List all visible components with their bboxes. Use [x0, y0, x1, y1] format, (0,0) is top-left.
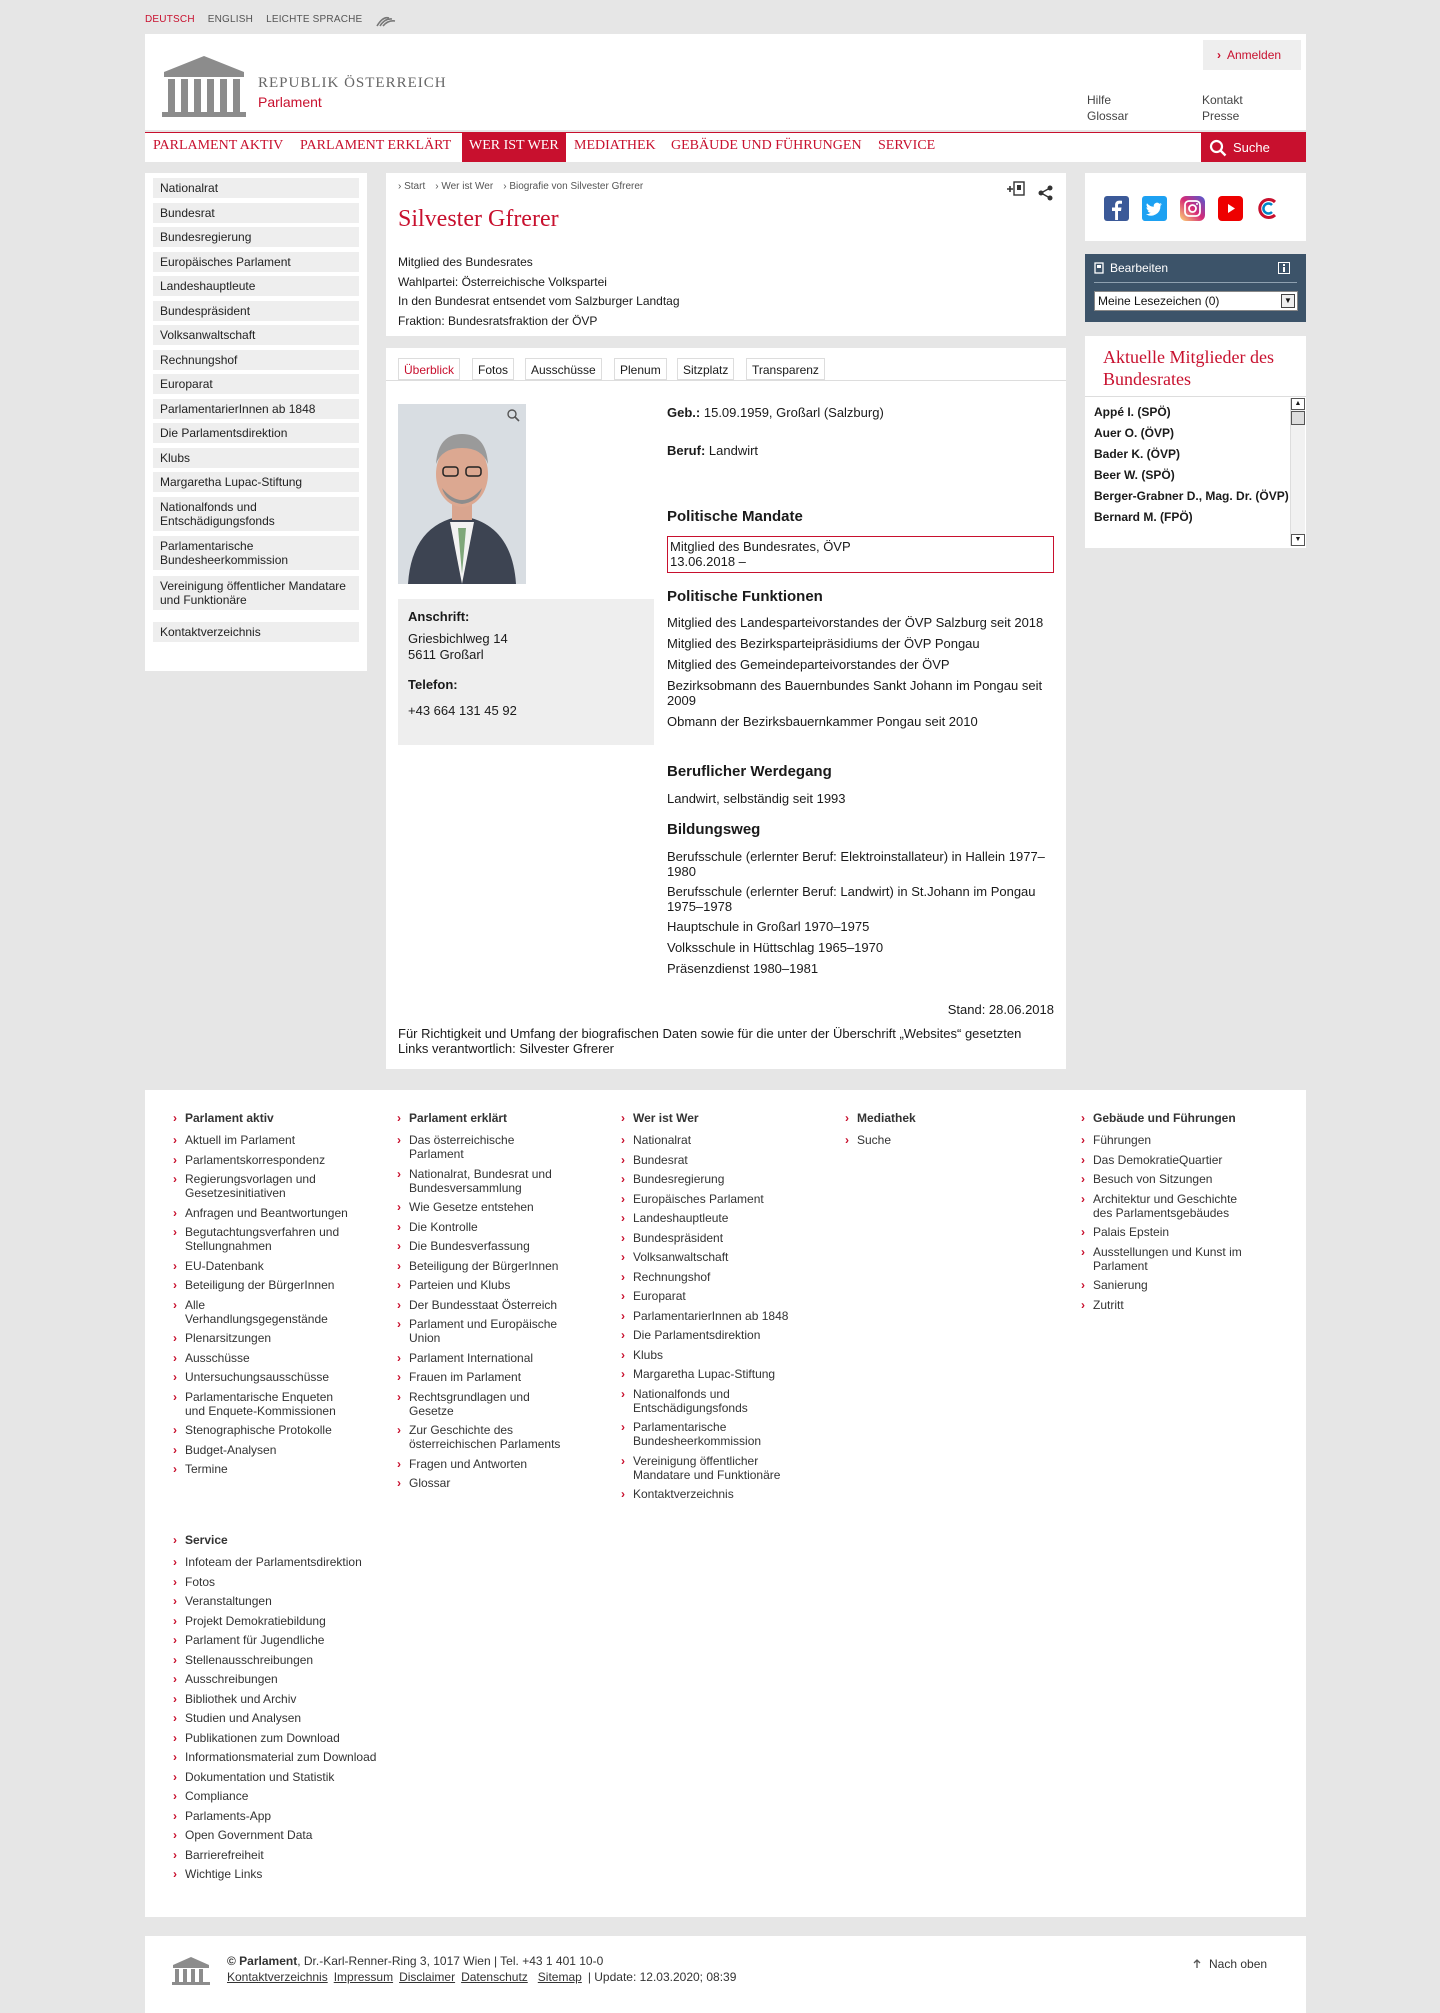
footer-link[interactable]: › Die Kontrolle — [397, 1220, 572, 1234]
member-link[interactable]: Auer O. (ÖVP) — [1094, 426, 1175, 440]
back-to-top[interactable] — [1193, 1957, 1267, 1971]
copyright-brand: © Parlament — [227, 1954, 298, 1968]
footer-link[interactable]: › Das österreichische Parlament — [397, 1133, 572, 1161]
lang-easy[interactable]: LEICHTE SPRACHE — [266, 14, 363, 25]
footer-link[interactable]: › Regierungsvorlagen und Gesetzesinitiativen — [173, 1172, 348, 1200]
footer-link[interactable]: › Der Bundesstaat Österreich — [397, 1298, 572, 1312]
footer-link[interactable]: › Open Government Data — [173, 1828, 423, 1842]
list-item: Mitglied des Landesparteivorstandes der ÖVP Salzburg seit 2018 — [667, 615, 1044, 630]
nav-wer-ist-wer[interactable]: WER IST WER — [462, 133, 566, 162]
copyright-address: , Dr.-Karl-Renner-Ring 3, 1017 Wien | Tel. +43 1 401 10-0 — [297, 1954, 604, 1968]
list-item: Bezirksobmann des Bauernbundes Sankt Johann im Pongau seit 2009 — [667, 678, 1043, 708]
list-item: Mitglied des Bezirksparteipräsidiums der ÖVP Pongau — [667, 636, 980, 651]
edit-header — [1094, 261, 1168, 275]
education-list — [667, 849, 1057, 976]
breadcrumb-wer-ist-wer[interactable]: › Wer ist Wer — [435, 181, 494, 192]
edit-divider — [1094, 282, 1297, 283]
lang-de[interactable]: DEUTSCH — [145, 14, 195, 25]
list-item: Volksschule in Hüttschlag 1965–1970 — [667, 940, 884, 955]
footer-link[interactable]: › Beteiligung der BürgerInnen — [397, 1259, 572, 1273]
social-media-box — [1085, 173, 1306, 241]
footer-col-parlament-aktiv — [173, 1111, 348, 1482]
page-title: Silvester Gfrerer — [398, 206, 559, 232]
sidebar-item-bundesheerkommission[interactable]: Parlamentarische Bundesheerkommission — [153, 536, 359, 570]
phone-number[interactable]: +43 664 131 45 92 — [408, 703, 517, 718]
members-scrollbar[interactable] — [1290, 398, 1305, 546]
sidebar-item-nationalfonds[interactable]: Nationalfonds und Entschädigungsfonds — [153, 497, 359, 531]
parliament-building-icon — [160, 54, 248, 118]
footer-link[interactable]: › Studien und Analysen — [173, 1711, 423, 1725]
sidebar-item-landeshauptleute[interactable]: Landeshauptleute — [153, 276, 359, 296]
bookmark-add-icon[interactable] — [1006, 181, 1026, 200]
footer-link[interactable]: › Bibliothek und Archiv — [173, 1692, 423, 1706]
info-icon[interactable] — [1278, 262, 1290, 277]
footer-link[interactable]: › Rechnungshof — [621, 1270, 796, 1284]
footer-link-disclaimer[interactable]: Disclaimer — [399, 1970, 456, 1984]
list-item: Obmann der Bezirksbauernkammer Pongau seit 2010 — [667, 714, 978, 729]
glossary-link[interactable]: Glossar — [1087, 109, 1129, 123]
mandate-line1: Mitglied des Bundesrates, ÖVP — [670, 539, 851, 554]
footer-link[interactable]: › Begutachtungsverfahren und Stellungnahmen — [173, 1225, 348, 1253]
footer-link[interactable]: › Führungen — [1081, 1133, 1256, 1147]
footer-link[interactable]: › Ausschreibungen — [173, 1672, 423, 1686]
member-link[interactable]: Appé I. (SPÖ) — [1094, 405, 1171, 419]
mandates-heading: Politische Mandate — [667, 508, 803, 525]
footer-link[interactable]: › Parteien und Klubs — [397, 1278, 572, 1292]
footer-link[interactable]: › Stellenausschreibungen — [173, 1653, 423, 1667]
footer-link-datenschutz[interactable]: Datenschutz — [461, 1970, 528, 1984]
sidebar — [145, 173, 367, 671]
lang-en[interactable]: ENGLISH — [207, 14, 254, 25]
footer-link[interactable]: › Die Bundesverfassung — [397, 1239, 572, 1253]
footer-link-sitemap[interactable]: Sitemap — [537, 1970, 582, 1984]
career-heading: Beruflicher Werdegang — [667, 763, 832, 780]
footer-link[interactable]: › Beteiligung der BürgerInnen — [173, 1278, 348, 1292]
sidebar-item-europarat[interactable]: Europarat — [153, 374, 359, 394]
footer-link[interactable]: › Ausschüsse — [173, 1351, 348, 1365]
search-icon — [1209, 139, 1227, 157]
footer-link[interactable]: › Die Parlamentsdirektion — [621, 1328, 796, 1342]
footer-link[interactable]: › Veranstaltungen — [173, 1594, 423, 1608]
education-heading: Bildungsweg — [667, 821, 761, 838]
toplinks-left — [1087, 92, 1128, 124]
footer-link[interactable]: › Barrierefreiheit — [173, 1848, 423, 1862]
press-link[interactable]: Presse — [1202, 109, 1240, 123]
footer-link[interactable]: › Alle Verhandlungsgegenstände — [173, 1298, 348, 1326]
nav-mediathek[interactable]: MEDIATHEK — [574, 138, 656, 153]
contact-link[interactable]: Kontakt — [1202, 93, 1243, 107]
footer-link[interactable]: › Margaretha Lupac-Stiftung — [621, 1367, 796, 1381]
footer-link[interactable]: › Anfragen und Beantwortungen — [173, 1206, 348, 1220]
footer-link[interactable]: › Aktuell im Parlament — [173, 1133, 348, 1147]
mandate-entry — [667, 536, 1054, 573]
footer-heading[interactable]: › Service — [173, 1533, 423, 1547]
person-header-card — [386, 173, 1066, 336]
footer-heading[interactable]: › Parlament aktiv — [173, 1111, 348, 1125]
footer-link[interactable]: › Fotos — [173, 1575, 423, 1589]
contact-box — [398, 599, 654, 745]
twitter-icon[interactable] — [1142, 196, 1167, 224]
member-link[interactable]: Bader K. (ÖVP) — [1094, 447, 1181, 461]
footer-link[interactable]: › Frauen im Parlament — [397, 1370, 572, 1384]
chevron-down-icon[interactable]: ▼ — [1281, 294, 1295, 308]
sidebar-item-vereinigung[interactable]: Vereinigung öffentlicher Mandatare und Funktionäre — [153, 576, 359, 610]
list-item: Mitglied des Gemeindeparteivorstandes der ÖVP — [667, 657, 950, 672]
footer-link[interactable]: › Bundesregierung — [621, 1172, 796, 1186]
nav-parlament-aktiv[interactable]: PARLAMENT AKTIV — [153, 138, 284, 153]
person-sent: In den Bundesrat entsendet vom Salzburger Landtag — [398, 294, 680, 308]
footer-link[interactable]: › Bundespräsident — [621, 1231, 796, 1245]
tab-plenum[interactable]: Plenum — [614, 358, 667, 380]
arrow-up-icon — [1193, 1959, 1201, 1969]
stand-date: Stand: 28.06.2018 — [947, 1002, 1054, 1017]
footer-link[interactable]: › Ausstellungen und Kunst im Parlament — [1081, 1245, 1256, 1273]
footer-heading[interactable]: › Gebäude und Führungen — [1081, 1111, 1256, 1125]
footer-col-wer-ist-wer — [621, 1111, 796, 1507]
footer-link[interactable]: › Budget-Analysen — [173, 1443, 348, 1457]
footer-link[interactable]: › Dokumentation und Statistik — [173, 1770, 423, 1784]
footer-link-impressum[interactable]: Impressum — [333, 1970, 394, 1984]
footer-link[interactable]: › EU-Datenbank — [173, 1259, 348, 1273]
breadcrumb-start[interactable]: › Start — [398, 181, 426, 192]
footer-link[interactable]: › Bundesrat — [621, 1153, 796, 1167]
address-city: 5611 Großarl — [408, 647, 484, 662]
sidebar-item-rechnungshof[interactable]: Rechnungshof — [153, 350, 359, 370]
address-label: Anschrift: — [408, 609, 470, 624]
job-value: Landwirt — [708, 443, 759, 458]
bookmarks-select[interactable] — [1094, 291, 1298, 311]
breadcrumb — [398, 181, 643, 192]
footer-link[interactable]: › Zutritt — [1081, 1298, 1256, 1312]
tab-divider — [386, 380, 1066, 381]
footer-link[interactable]: › Europarat — [621, 1289, 796, 1303]
member-link[interactable]: Berger-Grabner D., Mag. Dr. (ÖVP) — [1094, 489, 1289, 503]
tab-ausschuesse[interactable]: Ausschüsse — [525, 358, 602, 380]
footer-link[interactable]: › Parlamentarische Enqueten und Enquete-Kommissionen — [173, 1390, 348, 1418]
phone-label: Telefon: — [408, 677, 458, 692]
member-link[interactable]: Bernard M. (FPÖ) — [1094, 510, 1193, 524]
footer-heading[interactable]: › Parlament erklärt — [397, 1111, 572, 1125]
back-to-top-label: Nach oben — [1209, 1957, 1268, 1971]
edit-panel — [1085, 254, 1306, 322]
footer-link[interactable]: › Infoteam der Parlamentsdirektion — [173, 1555, 423, 1569]
footer-col-mediathek — [845, 1111, 1020, 1153]
toplinks-right — [1202, 92, 1243, 124]
sidebar-item-lupac[interactable]: Margaretha Lupac-Stiftung — [153, 472, 359, 492]
list-item: Präsenzdienst 1980–1981 — [667, 961, 819, 976]
sign-language-icon[interactable] — [375, 14, 397, 31]
footer-link[interactable]: › Parlament und Europäische Union — [397, 1317, 572, 1345]
update-info: | Update: 12.03.2020; 08:39 — [587, 1970, 737, 1984]
sidebar-item-nationalrat[interactable]: Nationalrat — [153, 178, 359, 198]
mandate-line2: 13.06.2018 – — [670, 554, 746, 569]
career-text: Landwirt, selbständig seit 1993 — [667, 791, 846, 806]
footer-link[interactable]: › ParlamentarierInnen ab 1848 — [621, 1309, 796, 1323]
sidebar-item-klubs[interactable]: Klubs — [153, 448, 359, 468]
member-link[interactable]: Beer W. (SPÖ) — [1094, 468, 1175, 482]
footer-col-gebaeude — [1081, 1111, 1256, 1317]
functions-heading: Politische Funktionen — [667, 588, 823, 605]
sidebar-item-kontaktverzeichnis[interactable]: Kontaktverzeichnis — [153, 622, 359, 642]
list-item: Hauptschule in Großarl 1970–1975 — [667, 919, 870, 934]
language-bar — [145, 14, 397, 31]
footer-link[interactable]: › Parlaments-App — [173, 1809, 423, 1823]
tab-ueberblick[interactable]: Überblick — [398, 358, 460, 380]
address-street: Griesbichlweg 14 — [408, 631, 508, 646]
sidebar-item-bundesregierung[interactable]: Bundesregierung — [153, 227, 359, 247]
footer-link[interactable]: › Parlamentarische Bundesheerkommission — [621, 1420, 796, 1448]
footer-link[interactable]: › Palais Epstein — [1081, 1225, 1256, 1239]
footer-link[interactable]: › Stenographische Protokolle — [173, 1423, 348, 1437]
footer-link[interactable]: › Untersuchungsausschüsse — [173, 1370, 348, 1384]
parliament-small-logo-icon — [171, 1956, 211, 1986]
login-button[interactable]: › Anmelden — [1203, 40, 1301, 70]
footer-link[interactable]: › Parlamentskorrespondenz — [173, 1153, 348, 1167]
nav-service[interactable]: SERVICE — [878, 138, 936, 153]
demokratiewebstatt-icon[interactable] — [1256, 196, 1281, 224]
footer-link[interactable]: › Parlament für Jugendliche — [173, 1633, 423, 1647]
footer-link[interactable]: › Termine — [173, 1462, 348, 1476]
members-list — [1094, 400, 1290, 545]
nav-gebaeude[interactable]: GEBÄUDE UND FÜHRUNGEN — [671, 138, 862, 153]
footer-link[interactable]: › Informationsmaterial zum Download — [173, 1750, 423, 1764]
tab-sitzplatz[interactable]: Sitzplatz — [677, 358, 734, 380]
footer-link[interactable]: › Glossar — [397, 1476, 572, 1490]
footer-link[interactable]: › Das DemokratieQuartier — [1081, 1153, 1256, 1167]
logo-subtitle: Parlament — [258, 93, 322, 110]
person-summary — [398, 253, 680, 331]
job-label: Beruf: — [667, 443, 706, 458]
footer-link[interactable]: › Nationalrat, Bundesrat und Bundesversammlung — [397, 1167, 572, 1195]
bottom-info — [227, 1953, 736, 1985]
instagram-icon[interactable] — [1180, 196, 1205, 224]
zoom-icon[interactable] — [506, 408, 520, 425]
scroll-up-icon[interactable]: ▲ — [1291, 398, 1305, 410]
birth-value: 15.09.1959, Großarl (Salzburg) — [703, 405, 884, 420]
footer-link[interactable]: › Suche — [845, 1133, 1020, 1147]
help-link[interactable]: Hilfe — [1087, 93, 1112, 107]
person-party: Wahlpartei: Österreichische Volkspartei — [398, 274, 607, 289]
person-role: Mitglied des Bundesrates — [398, 255, 533, 269]
youtube-icon[interactable] — [1218, 196, 1243, 224]
footer-link[interactable]: › Volksanwaltschaft — [621, 1250, 796, 1264]
footer-link[interactable]: › Vereinigung öffentlicher Mandatare und Funktionäre — [621, 1454, 796, 1482]
scroll-thumb[interactable] — [1291, 411, 1305, 425]
sidebar-item-parlamentsdirektion[interactable]: Die Parlamentsdirektion — [153, 423, 359, 443]
footer-link[interactable]: › Projekt Demokratiebildung — [173, 1614, 423, 1628]
nav-parlament-erklaert[interactable]: PARLAMENT ERKLÄRT — [300, 138, 452, 153]
search-label: Suche — [1233, 140, 1270, 155]
sidebar-item-bundespraesident[interactable]: Bundespräsident — [153, 301, 359, 321]
footer-link[interactable]: › Europäisches Parlament — [621, 1192, 796, 1206]
current-members-box — [1085, 336, 1306, 548]
members-title: Aktuelle Mitglieder des Bundesrates — [1103, 347, 1274, 389]
bottom-bar — [145, 1936, 1306, 2013]
footer-link[interactable]: › Wie Gesetze entstehen — [397, 1200, 572, 1214]
footer-link[interactable]: › Compliance — [173, 1789, 423, 1803]
footer-link[interactable]: › Wichtige Links — [173, 1867, 423, 1881]
birth-info — [667, 405, 884, 420]
footer-link[interactable]: › Rechtsgrundlagen und Gesetze — [397, 1390, 572, 1418]
portrait-photo[interactable] — [398, 404, 526, 584]
list-item: Berufsschule (erlernter Beruf: Landwirt) in St.Johann im Pongau 1975–1978 — [667, 884, 1036, 914]
person-faction: Fraktion: Bundesratsfraktion der ÖVP — [398, 313, 598, 328]
logo-title: REPUBLIK ÖSTERREICH — [258, 74, 447, 91]
footer-heading[interactable]: › Mediathek — [845, 1111, 1020, 1125]
footer-link-kontaktverzeichnis[interactable]: Kontaktverzeichnis — [227, 1970, 328, 1984]
share-icon[interactable] — [1038, 185, 1054, 204]
bookmarks-value: Meine Lesezeichen (0) — [1098, 294, 1220, 308]
tab-transparenz[interactable]: Transparenz — [746, 358, 825, 380]
footer-link[interactable]: › Klubs — [621, 1348, 796, 1362]
parliament-logo[interactable] — [160, 54, 447, 118]
search-button[interactable] — [1201, 133, 1306, 162]
footer-link[interactable]: › Besuch von Sitzungen — [1081, 1172, 1256, 1186]
footer-link[interactable]: › Landeshauptleute — [621, 1211, 796, 1225]
footer-sitemap — [145, 1090, 1306, 1917]
footer-link[interactable]: › Sanierung — [1081, 1278, 1256, 1292]
login-label: Anmelden — [1227, 48, 1282, 62]
edit-label: Bearbeiten — [1110, 261, 1169, 275]
footer-link[interactable]: › Architektur und Geschichte des Parlamentsgebäudes — [1081, 1192, 1256, 1220]
breadcrumb-current: › Biografie von Silvester Gfrerer — [503, 181, 644, 192]
tab-fotos[interactable]: Fotos — [472, 358, 514, 380]
footer-link[interactable]: › Zur Geschichte des österreichischen Parlaments — [397, 1423, 572, 1451]
footer-col-service — [173, 1533, 423, 1887]
footer-link[interactable]: › Publikationen zum Download — [173, 1731, 423, 1745]
footer-link[interactable]: › Kontaktverzeichnis — [621, 1487, 796, 1501]
footer-link[interactable]: › Nationalrat — [621, 1133, 796, 1147]
bookmark-icon — [1094, 262, 1104, 274]
footer-link[interactable]: › Plenarsitzungen — [173, 1331, 348, 1345]
birth-label: Geb.: — [667, 405, 701, 420]
functions-list — [667, 615, 1057, 729]
footer-link[interactable]: › Nationalfonds und Entschädigungsfonds — [621, 1387, 796, 1415]
footer-col-parlament-erklaert — [397, 1111, 572, 1496]
sidebar-item-volksanwaltschaft[interactable]: Volksanwaltschaft — [153, 325, 359, 345]
scroll-down-icon[interactable]: ▼ — [1291, 534, 1305, 546]
footer-heading[interactable]: › Wer ist Wer — [621, 1111, 796, 1125]
sidebar-item-eu-parlament[interactable]: Europäisches Parlament — [153, 252, 359, 272]
footer-link[interactable]: › Parlament International — [397, 1351, 572, 1365]
footer-link[interactable]: › Fragen und Antworten — [397, 1457, 572, 1471]
sidebar-item-parlamentarier[interactable]: ParlamentarierInnen ab 1848 — [153, 399, 359, 419]
disclaimer-text: Für Richtigkeit und Umfang der biografischen Daten sowie für die unter der Überschrift „Websites“ gesetzten Links verantwortlich: Silvester Gfrerer — [398, 1026, 1022, 1056]
members-divider — [1085, 396, 1306, 397]
facebook-icon[interactable] — [1104, 196, 1129, 224]
job-info — [667, 443, 758, 458]
sidebar-item-bundesrat[interactable]: Bundesrat — [153, 203, 359, 223]
list-item: Berufsschule (erlernter Beruf: Elektroinstallateur) in Hallein 1977–1980 — [667, 849, 1045, 879]
